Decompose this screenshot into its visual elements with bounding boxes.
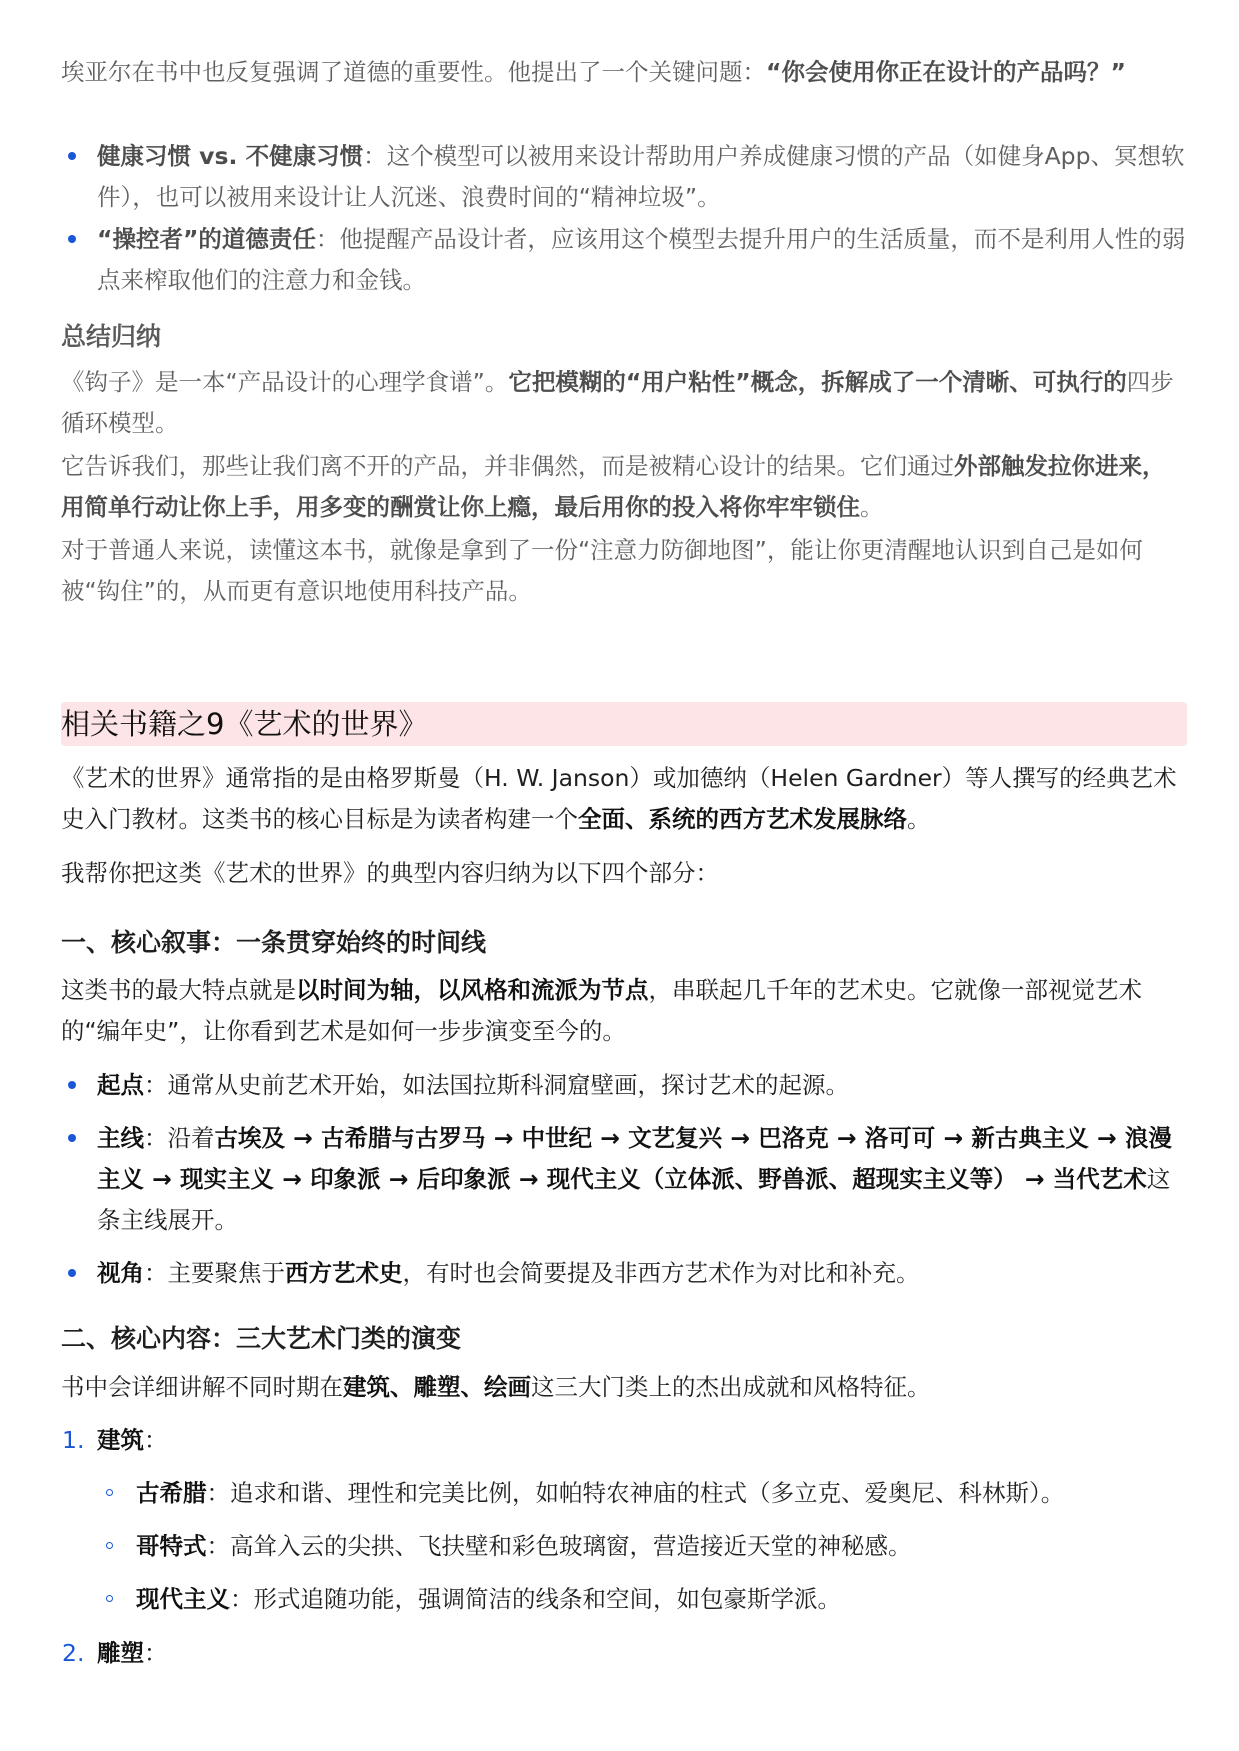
book-intro-paragraph — [61, 758, 1186, 840]
text-run: ，串联起几千年的艺术史。它就像一部视觉艺术的“编年史”，让你看到艺术是如何一步步演变至今的。 — [61, 976, 1142, 1045]
section-banner — [61, 702, 1187, 746]
list-item-title: 起点 — [97, 1071, 144, 1099]
subheading-art-forms: 二、核心内容：三大艺术门类的演变 — [61, 1324, 462, 1353]
text-run: 这三大门类上的杰出成就和风格特征。 — [531, 1373, 931, 1401]
hollow-bullet-icon — [106, 1595, 113, 1602]
hollow-bullet-icon — [106, 1542, 113, 1549]
summary-heading: 总结归纳 — [61, 322, 162, 351]
sub-list-item — [61, 1579, 1186, 1620]
bullet-icon — [68, 1081, 76, 1089]
bullet-icon — [68, 235, 76, 243]
list-item-title: 哥特式 — [136, 1532, 207, 1560]
summary-heading-wrap — [61, 317, 1186, 357]
timeline-paragraph — [61, 970, 1186, 1052]
summary-paragraph-2 — [61, 446, 1186, 528]
subheading-1-wrap — [61, 923, 1186, 963]
list-item-text: ：主要聚焦于 — [144, 1259, 285, 1287]
bold-run: 全面、系统的西方艺术发展脉络 — [578, 805, 907, 833]
bullet-icon — [68, 152, 76, 160]
ethics-intro-paragraph — [61, 52, 1186, 93]
text-run: 《艺术的世界》通常指的是由格罗斯曼（H. W. Janson）或加德纳（Helen Gardner）等人撰写的经典艺术史入门教材。这类书的核心目标是为读者构建一个 — [61, 764, 1177, 833]
section-title: 相关书籍之9《艺术的世界》 — [61, 707, 428, 741]
numbered-item — [61, 1420, 1186, 1461]
text-run: 。 — [907, 805, 931, 833]
list-item-title: 健康习惯 vs. 不健康习惯 — [97, 142, 364, 170]
list-item-title: 视角 — [97, 1259, 144, 1287]
bold-run: 古埃及 → 古希腊与古罗马 → 中世纪 → 文艺复兴 → 巴洛克 → 洛可可 → 新古典主义 → 浪漫主义 → 现实主义 → 印象派 → 后印象派 → 现代主义（立体派、野兽派、超现实主义等） → 当代艺术 — [97, 1124, 1172, 1193]
list-item — [61, 1118, 1186, 1241]
text-run: 这类书的最大特点就是 — [61, 976, 296, 1004]
text-run: 书中会详细讲解不同时期在 — [61, 1373, 343, 1401]
art-forms-paragraph — [61, 1367, 1186, 1408]
list-item-title: 建筑 — [97, 1426, 144, 1454]
list-item-title: 主线 — [97, 1124, 144, 1152]
list-item-text: ，有时也会简要提及非西方艺术作为对比和补充。 — [402, 1259, 920, 1287]
list-item-title: 现代主义 — [136, 1585, 230, 1613]
subheading-timeline: 一、核心叙事：一条贯穿始终的时间线 — [61, 928, 487, 957]
key-question: “你会使用你正在设计的产品吗？” — [766, 58, 1126, 86]
list-item-title: 雕塑 — [97, 1639, 144, 1667]
text-run: 它告诉我们，那些让我们离不开的产品，并非偶然，而是被精心设计的结果。它们通过 — [61, 452, 954, 480]
list-item-text: ： — [144, 1426, 168, 1454]
sub-list-item — [61, 1473, 1186, 1514]
text-run: 。 — [860, 493, 884, 521]
list-item-title: “操控者”的道德责任 — [97, 225, 316, 253]
list-item-text: ：通常从史前艺术开始，如法国拉斯科洞窟壁画，探讨艺术的起源。 — [144, 1071, 849, 1099]
list-item — [61, 219, 1186, 301]
text-run: 我帮你把这类《艺术的世界》的典型内容归纳为以下四个部分： — [61, 859, 719, 887]
bullet-icon — [68, 1134, 76, 1142]
sub-list-item — [61, 1526, 1186, 1567]
ethics-intro-text: 埃亚尔在书中也反复强调了道德的重要性。他提出了一个关键问题： — [61, 58, 766, 86]
list-item-text: ：形式追随功能，强调简洁的线条和空间，如包豪斯学派。 — [230, 1585, 841, 1613]
text-run: 四步循环模型。 — [61, 368, 1174, 437]
list-item-text: ：他提醒产品设计者，应该用这个模型去提升用户的生活质量，而不是利用人性的弱点来榨取他们的注意力和金钱。 — [97, 225, 1186, 294]
list-item — [61, 1253, 1186, 1294]
summary-paragraph-3 — [61, 530, 1186, 612]
list-item — [61, 136, 1186, 218]
list-item-text: ：这个模型可以被用来设计帮助用户养成健康习惯的产品（如健身App、冥想软件），也可以被用来设计让人沉迷、浪费时间的“精神垃圾”。 — [97, 142, 1185, 211]
list-item-text: 这条主线展开。 — [97, 1165, 1171, 1234]
list-item-text: ：追求和谐、理性和完美比例，如帕特农神庙的柱式（多立克、爱奥尼、科林斯）。 — [206, 1479, 1065, 1507]
overview-paragraph — [61, 853, 1186, 894]
bold-run: 它把模糊的“用户粘性”概念，拆解成了一个清晰、可执行的 — [508, 368, 1127, 396]
list-item-text: ：高耸入云的尖拱、飞扶壁和彩色玻璃窗，营造接近天堂的神秘感。 — [206, 1532, 912, 1560]
bold-run: 建筑、雕塑、绘画 — [343, 1373, 531, 1401]
list-number: 2. — [62, 1639, 85, 1667]
bullet-icon — [68, 1269, 76, 1277]
bold-run: 外部触发拉你进来，用简单行动让你上手，用多变的酬赏让你上瘾，最后用你的投入将你牢牢锁住 — [61, 452, 1166, 521]
bold-run: 西方艺术史 — [285, 1259, 403, 1287]
text-run: 《钩子》是一本“产品设计的心理学食谱”。 — [61, 368, 509, 396]
list-item-title: 古希腊 — [136, 1479, 207, 1507]
subheading-2-wrap — [61, 1319, 1186, 1359]
numbered-item — [61, 1633, 1186, 1674]
list-item-text: ： — [144, 1639, 168, 1667]
list-item — [61, 1065, 1186, 1106]
list-number: 1. — [62, 1426, 85, 1454]
bold-run: 以时间为轴，以风格和流派为节点 — [296, 976, 649, 1004]
summary-paragraph-1 — [61, 362, 1186, 444]
text-run: 对于普通人来说，读懂这本书，就像是拿到了一份“注意力防御地图”，能让你更清醒地认识到自己是如何被“钩住”的，从而更有意识地使用科技产品。 — [61, 536, 1143, 605]
list-item-text: ：沿着 — [144, 1124, 215, 1152]
hollow-bullet-icon — [106, 1489, 113, 1496]
